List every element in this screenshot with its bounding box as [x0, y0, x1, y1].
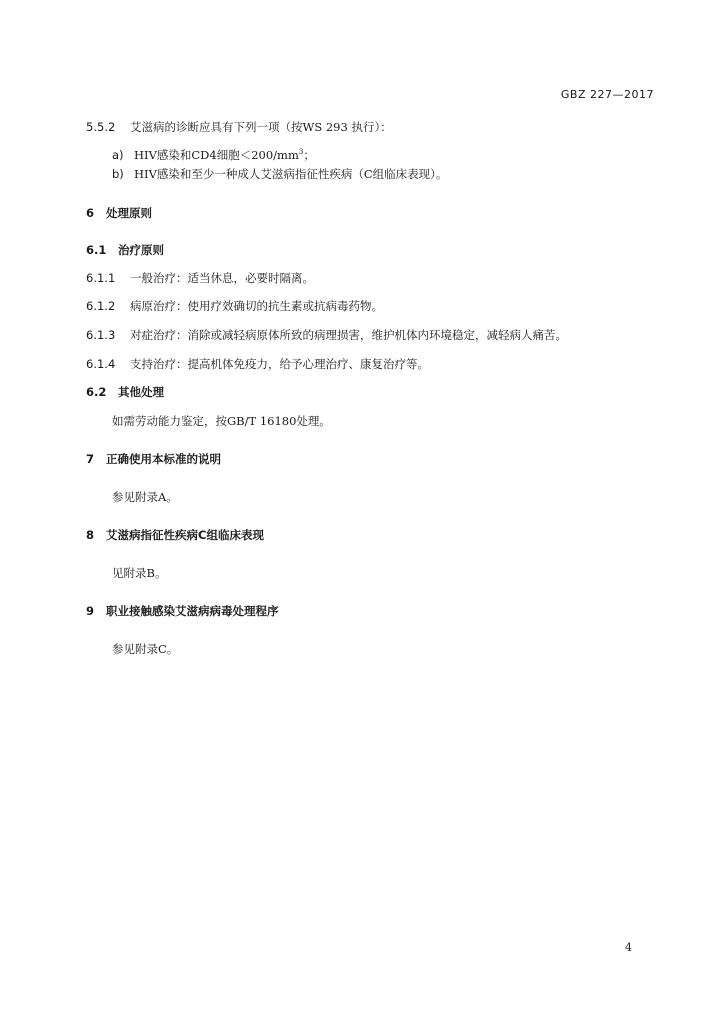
clause-number: 6.1.4	[86, 357, 116, 371]
clause-text: 病原治疗：使用疗效确切的抗生素或抗病毒药物。	[130, 299, 383, 313]
body-text: 如需劳动能力鉴定，按GB/T 16180处理。	[112, 414, 331, 428]
list-marker: a)	[112, 148, 124, 162]
list-marker: b)	[112, 167, 124, 181]
section-6-2-body	[112, 413, 331, 429]
section-number: 8	[86, 528, 95, 542]
clause-number: 6.1.1	[86, 271, 116, 285]
section-title: 艾滋病指征性疾病C组临床表现	[106, 528, 264, 542]
clause-5-5-2	[86, 119, 392, 135]
body-text: 参见附录C。	[112, 642, 179, 656]
list-item-text-main: HIV感染和CD4细胞＜200/mm	[134, 148, 299, 162]
section-9-body	[112, 641, 178, 657]
clause-number: 6.1.2	[86, 299, 116, 313]
list-item-b	[112, 166, 447, 182]
clause-text: 一般治疗：适当休息，必要时隔离。	[130, 271, 314, 285]
standard-code: GBZ 227—2017	[560, 88, 654, 101]
body-text: 见附录B。	[112, 566, 167, 580]
section-heading-9	[86, 603, 279, 619]
clause-text: 艾滋病的诊断应具有下列一项（按WS 293 执行）：	[130, 120, 392, 134]
list-item-text-end: ；	[303, 148, 315, 162]
section-7-body	[112, 489, 178, 505]
section-heading-8	[86, 527, 264, 543]
superscript: 3	[298, 148, 304, 156]
clause-text: 对症治疗：消除或减轻病原体所致的病理损害，维护机体内环境稳定，减轻病人痛苦。	[130, 328, 567, 342]
clause-6-1-1	[86, 270, 314, 286]
section-title: 正确使用本标准的说明	[106, 452, 221, 466]
section-title: 职业接触感染艾滋病病毒处理程序	[106, 604, 279, 618]
clause-6-1-4	[86, 356, 429, 372]
list-item-text	[134, 148, 315, 162]
section-heading-6	[86, 205, 152, 221]
section-number: 9	[86, 604, 95, 618]
section-8-body	[112, 565, 166, 581]
section-number: 6	[86, 206, 95, 220]
clause-text: 支持治疗：提高机体免疫力，给予心理治疗、康复治疗等。	[130, 357, 429, 371]
clause-6-1-2	[86, 298, 383, 314]
clause-number: 5.5.2	[86, 120, 116, 134]
section-heading-7	[86, 451, 221, 467]
section-heading-6-2	[86, 384, 164, 400]
section-title: 其他处理	[118, 385, 164, 399]
list-item-a	[112, 147, 315, 163]
section-title: 处理原则	[106, 206, 152, 220]
section-number: 6.1	[86, 243, 107, 257]
page-number: 4	[625, 941, 632, 954]
list-item-text: HIV感染和至少一种成人艾滋病指征性疾病（C组临床表现）。	[134, 167, 448, 181]
clause-6-1-3	[86, 327, 567, 343]
clause-number: 6.1.3	[86, 328, 116, 342]
section-title: 治疗原则	[118, 243, 164, 257]
section-number: 6.2	[86, 385, 107, 399]
section-number: 7	[86, 452, 95, 466]
section-heading-6-1	[86, 242, 164, 258]
body-text: 参见附录A。	[112, 490, 178, 504]
